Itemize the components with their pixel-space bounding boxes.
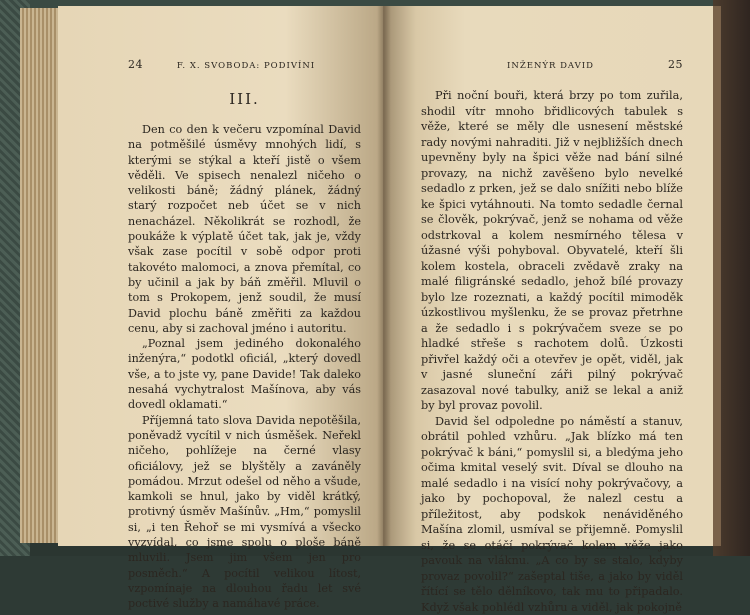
left-page	[58, 6, 383, 546]
paragraph: „Poznal jsem jediného dokonalého inženýra,“ podotkl oficiál, „který dovedl vše, a to jste vy, pane Davide! Tak daleko nesahá vychytralost Mašínova, aby vás dovedl oklamati.“	[128, 336, 361, 412]
right-running-head: INŽENÝR DAVID	[507, 61, 594, 71]
paragraph: Příjemná tato slova Davida nepotěšila, poněvadž vycítil v nich úsměšek. Neřekl ničeho, pohlížeje na černé vlasy oficiálovy, jež se blyštěly a zaváněly pomádou. Mrzut odešel od něho a všude, kamkoli se hnul, jako by viděl krátký, protivný úsměv Mašínův. „Hm,“ pomyslil si, „i ten Řehoř se mi vysmívá a všecko vyzvídal, co jsme spolu o ploše báně mluvili. Jsem jim všem jen pro posměch.“ A pocítil velikou lítost, vzpomínaje na dlouhou řadu let své poctivé služby a namáhavé práce.	[128, 413, 361, 612]
book-gutter	[377, 6, 391, 546]
right-page-number: 25	[668, 58, 683, 71]
left-page-text	[128, 122, 361, 612]
paragraph: Při noční bouři, která brzy po tom zuřila, shodil vítr mnoho břidlicových tabulek s věže, které se měly dle usnesení městské rady novými nahraditi. Již v nejbližších dnech upevněny byly na špici věže nad bání silné provazy, na nichž zavěšeno bylo nevelké sedadlo z prken, jež se dalo snížiti nebo blíže ke špici vytáhnouti. Na tomto sedadle černal se člověk, pokrývač, jenž se nohama od věže odstrkoval a kolem nesmírného tělesa v úžasné výši pohyboval. Obyvatelé, kteří šli kolem kostela, obraceli zvědavě zraky na malé filigránské sedadlo, jehož bílé provazy bylo lze rozeznati, a každý pocítil mimoděk úzkostlivou myšlenku, že se provaz přetrhne a že sedadlo i s pokrývačem sveze se po hladké střeše s rachotem dolů. Úzkosti přivřel každý oči a otevřev je opět, viděl, jak v jasné sluneční záři pilný pokrývač zasazoval nové tabulky, aniž se lekal a aniž by byl provaz povolil.	[421, 88, 683, 414]
paragraph: Den co den k večeru vzpomínal David na potměšilé úsměvy mnohých lidí, s kterými se stýkal a kteří jistě o všem věděli. Ve spisech nenalezl ničeho o velikosti báně; žádný plánek, žádný starý rozpočet neb účet se v nich nenacházel. Několikrát se rozhodl, že poukáže k výplatě účet tak, jak je, vždy však zase pocítil v sobě odpor proti takovéto malomoci, a znova přemítal, co by učinil a jak by báň změřil. Mluvil o tom s Prokopem, jenž soudil, že musí David plochu báně změřiti za každou cenu, aby si zachoval jméno i autoritu.	[128, 122, 361, 336]
paragraph: David šel odpoledne po náměstí a stanuv, obrátil pohled vzhůru. „Jak blízko má ten pokrývač k báni,“ pomyslil si, a bledýma jeho očima kmital veselý svit. Díval se dlouho na malé sedadlo i na visící nohy pokrývačovy, a jako by pochopoval, že nalezl cestu a příležitost, aby podskok nenáviděného Mašína zlomil, usmíval se přijemně. Pomyslil si, že se otáčí pokrývač kolem věže jako pavouk na vláknu. „A co by se stalo, kdyby provaz povolil?“ zašeptal tiše, a jako by viděl řítící se tělo dělníkovo, tak mu to připadalo. Když však pohlédl vzhůru a viděl, jak pokojně	[421, 414, 683, 615]
left-running-head: F. X. SVOBODA: PODIVÍNI	[177, 61, 315, 71]
right-page-text	[421, 88, 683, 615]
left-page-number: 24	[128, 58, 143, 71]
back-cover-edge	[713, 0, 750, 556]
right-page	[383, 6, 713, 546]
left-page-header	[128, 58, 361, 74]
right-page-header	[421, 58, 683, 74]
chapter-heading: III.	[128, 90, 361, 108]
page-stack-edge	[20, 8, 60, 543]
